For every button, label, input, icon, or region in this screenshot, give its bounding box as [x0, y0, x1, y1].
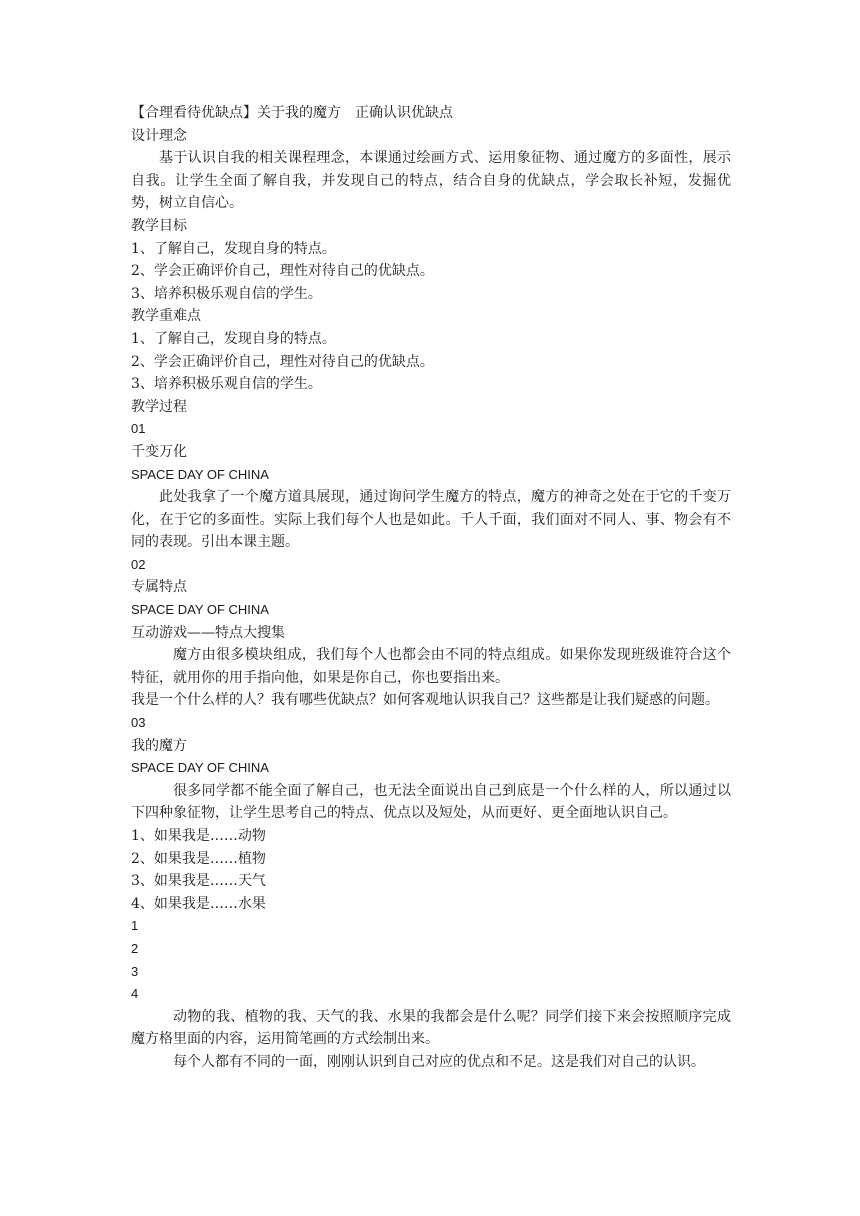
- document-title: 【合理看待优缺点】关于我的魔方 正确认识优缺点: [131, 105, 453, 121]
- symbol-item: 4、如果我是……水果: [131, 895, 266, 912]
- number-line: 4: [131, 986, 139, 1002]
- number-line: 3: [131, 963, 139, 979]
- goal-item: 2、学会正确评价自己，理性对待自己的优缺点。: [131, 263, 434, 280]
- key-point-item: 3、培养积极乐观自信的学生。: [131, 376, 322, 393]
- part-paragraph: 动物的我、植物的我、天气的我、水果的我都会是什么呢？同学们接下来会按照顺序完成魔方格里面的内容，运用简笔画的方式绘制出来。: [131, 1008, 731, 1048]
- part-tag: SPACE DAY OF CHINA: [131, 760, 269, 776]
- part-tag: SPACE DAY OF CHINA: [131, 602, 269, 618]
- section-heading-goals: 教学目标: [131, 217, 187, 234]
- part-paragraph: 每个人都有不同的一面，刚刚认识到自己对应的优点和不足。这是我们对自己的认识。: [173, 1053, 705, 1070]
- section-heading-design: 设计理念: [131, 127, 187, 144]
- part-number: 01: [131, 421, 146, 437]
- part-title: 我的魔方: [131, 737, 187, 754]
- symbol-item: 3、如果我是……天气: [131, 873, 266, 890]
- key-point-item: 1、了解自己，发现自身的特点。: [131, 330, 336, 347]
- part-paragraph: 很多同学都不能全面了解自己，也无法全面说出自己到底是一个什么样的人，所以通过以下四种象征物，让学生思考自己的特点、优点以及短处，从而更好、更全面地认识自己。: [131, 782, 731, 822]
- goal-item: 1、了解自己，发现自身的特点。: [131, 240, 336, 257]
- part-subtitle: 互动游戏——特点大搜集: [131, 624, 285, 641]
- design-paragraph: 基于认识自我的相关课程理念，本课通过绘画方式、运用象征物、通过魔方的多面性，展示自我。让学生全面了解自我，并发现自己的特点，结合自身的优缺点，学会取长补短，发掘优势，树立自信心。: [131, 150, 731, 212]
- document-page: [131, 102, 731, 1074]
- goal-item: 3、培养积极乐观自信的学生。: [131, 285, 322, 302]
- part-number: 03: [131, 715, 146, 731]
- part-paragraph: 魔方由很多模块组成，我们每个人也都会由不同的特点组成。如果你发现班级谁符合这个特征，就用你的用手指向他，如果是你自己，你也要指出来。: [131, 647, 731, 686]
- section-heading-key-points: 教学重难点: [131, 308, 201, 325]
- part-paragraph: 我是一个什么样的人？我有哪些优缺点？如何客观地认识我自己？这些都是让我们疑惑的问题。: [131, 692, 719, 709]
- part-title: 专属特点: [131, 579, 187, 596]
- number-line: 2: [131, 940, 139, 956]
- part-title: 千变万化: [131, 443, 187, 460]
- number-line: 1: [131, 918, 139, 934]
- symbol-item: 2、如果我是……植物: [131, 850, 266, 867]
- part-paragraph: 此处我拿了一个魔方道具展现，通过询问学生魔方的特点，魔方的神奇之处在于它的千变万化，在于它的多面性。实际上我们每个人也是如此。千人千面，我们面对不同人、事、物会有不同的表现。引出本课主题。: [131, 489, 731, 551]
- symbol-item: 1、如果我是……动物: [131, 828, 266, 844]
- key-point-item: 2、学会正确评价自己，理性对待自己的优缺点。: [131, 353, 434, 370]
- section-heading-process: 教学过程: [131, 398, 187, 415]
- part-number: 02: [131, 556, 146, 572]
- part-tag: SPACE DAY OF CHINA: [131, 466, 269, 482]
